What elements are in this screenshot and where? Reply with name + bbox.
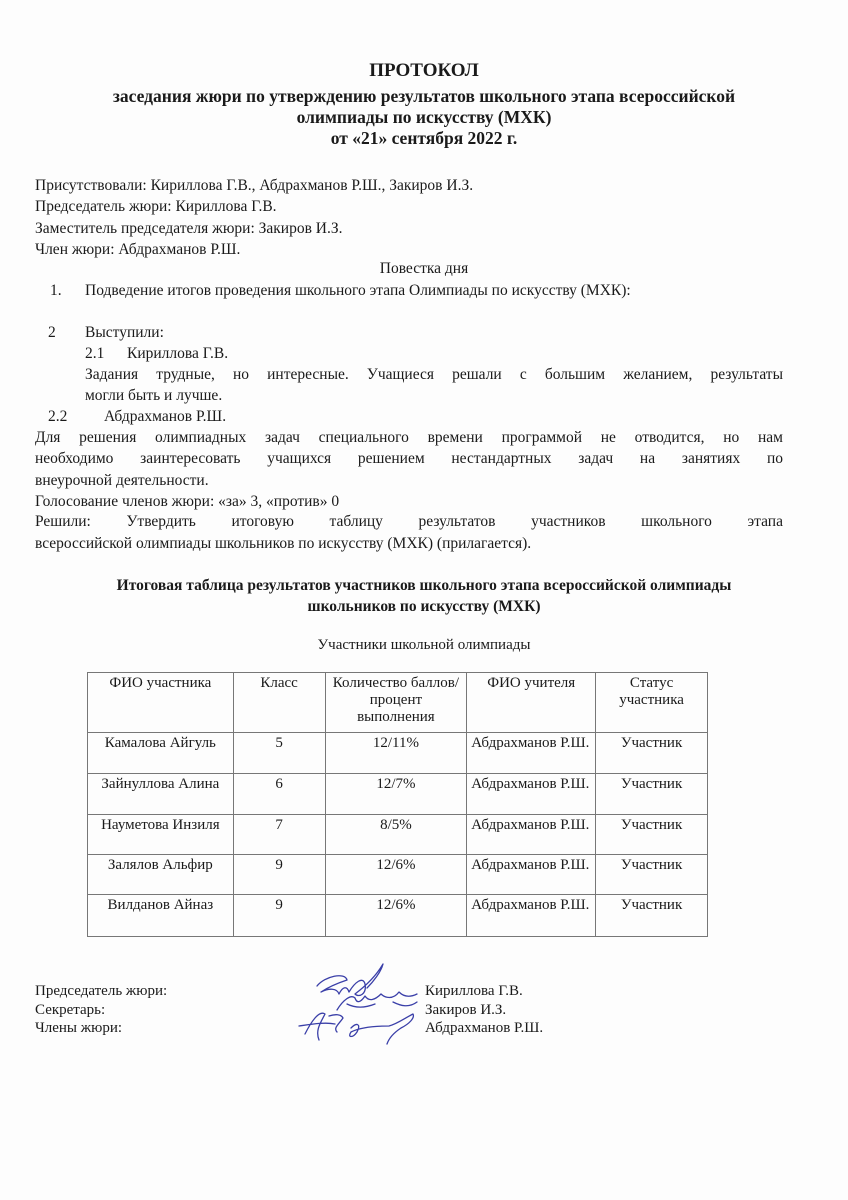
table-row bbox=[88, 815, 708, 855]
table-row bbox=[88, 774, 708, 815]
document-subtitle-line1: заседания жюри по утверждению результатов школьного этапа всероссийской bbox=[112, 86, 736, 106]
cell-status: Участник bbox=[596, 855, 708, 895]
cell-score: 8/5% bbox=[325, 815, 467, 855]
agenda-item2-number: 2 bbox=[48, 324, 56, 341]
header-teacher: ФИО учителя bbox=[467, 673, 596, 733]
speaker1-text-line1: Задания трудные, но интересные. Учащиеся решали с большим желанием, результаты bbox=[85, 366, 783, 383]
speaker1-name: Кириллова Г.В. bbox=[127, 345, 229, 362]
header-status: Статус участника bbox=[596, 673, 708, 733]
cell-grade: 5 bbox=[233, 733, 325, 774]
results-caption: Участники школьной олимпиады bbox=[317, 637, 531, 653]
speaker1-text-line2: могли быть и лучше. bbox=[85, 387, 223, 404]
table-row bbox=[88, 855, 708, 895]
table-header-row bbox=[88, 673, 708, 733]
cell-name: Науметова Инзиля bbox=[88, 815, 234, 855]
results-title-line2: школьников по искусству (МХК) bbox=[307, 598, 541, 615]
signature-chair-stroke bbox=[317, 964, 383, 996]
speaker2-name: Абдрахманов Р.Ш. bbox=[104, 408, 227, 425]
header-grade: Класс bbox=[233, 673, 325, 733]
cell-score: 12/6% bbox=[325, 855, 467, 895]
cell-name: Зайнуллова Алина bbox=[88, 774, 234, 815]
cell-status: Участник bbox=[596, 815, 708, 855]
agenda-heading: Повестка дня bbox=[379, 260, 469, 277]
speaker2-text-line1: Для решения олимпиадных задач специального времени программой не отводится, но нам bbox=[35, 429, 783, 446]
signature-members-name: Абдрахманов Р.Ш. bbox=[425, 1020, 544, 1036]
header-score: Количество баллов/процент выполнения bbox=[325, 673, 467, 733]
signature-members-role: Члены жюри: bbox=[35, 1020, 123, 1036]
agenda-item1-number: 1. bbox=[50, 282, 62, 299]
cell-name: Залялов Альфир bbox=[88, 855, 234, 895]
table-row bbox=[88, 895, 708, 937]
results-table bbox=[87, 672, 708, 937]
cell-name: Камалова Айгуль bbox=[88, 733, 234, 774]
document-subtitle-line2: олимпиады по искусству (МХК) bbox=[296, 107, 552, 127]
cell-grade: 9 bbox=[233, 855, 325, 895]
decision-line1: Решили: Утвердить итоговую таблицу результатов участников школьного этапа bbox=[35, 513, 783, 530]
signature-secretary-role: Секретарь: bbox=[35, 1002, 106, 1018]
document-date: от «21» сентября 2022 г. bbox=[330, 128, 518, 148]
signature-chair-role: Председатель жюри: bbox=[35, 983, 168, 999]
results-title-line1: Итоговая таблица результатов участников школьного этапа всероссийской олимпиады bbox=[116, 577, 732, 594]
vote-result: Голосование членов жюри: «за» 3, «против» 0 bbox=[35, 493, 340, 510]
cell-score: 12/7% bbox=[325, 774, 467, 815]
cell-score: 12/11% bbox=[325, 733, 467, 774]
cell-grade: 7 bbox=[233, 815, 325, 855]
speaker1-number: 2.1 bbox=[85, 345, 105, 362]
cell-status: Участник bbox=[596, 895, 708, 937]
decision-line2: всероссийской олимпиады школьников по искусству (МХК) (прилагается). bbox=[35, 535, 532, 552]
attendees-chair: Председатель жюри: Кириллова Г.В. bbox=[35, 198, 277, 215]
cell-teacher: Абдрахманов Р.Ш. bbox=[467, 774, 596, 815]
attendees-deputy: Заместитель председателя жюри: Закиров И.З. bbox=[35, 220, 343, 237]
cell-teacher: Абдрахманов Р.Ш. bbox=[467, 855, 596, 895]
cell-teacher: Абдрахманов Р.Ш. bbox=[467, 733, 596, 774]
attendees-member: Член жюри: Абдрахманов Р.Ш. bbox=[35, 241, 241, 258]
speaker2-number: 2.2 bbox=[48, 408, 68, 425]
attendees-present: Присутствовали: Кириллова Г.В., Абдрахманов Р.Ш., Закиров И.З. bbox=[35, 177, 474, 194]
cell-status: Участник bbox=[596, 774, 708, 815]
speaker2-text-line2: необходимо заинтересовать учащихся решением нестандартных задач на занятиях по bbox=[35, 450, 783, 467]
cell-teacher: Абдрахманов Р.Ш. bbox=[467, 815, 596, 855]
cell-teacher: Абдрахманов Р.Ш. bbox=[467, 895, 596, 937]
document-title: ПРОТОКОЛ bbox=[369, 60, 479, 81]
handwritten-signatures bbox=[285, 958, 435, 1048]
signature-secretary-stroke bbox=[337, 992, 417, 1010]
agenda-item2-text: Выступили: bbox=[85, 324, 164, 341]
agenda-item1-text: Подведение итогов проведения школьного этапа Олимпиады по искусству (МХК): bbox=[85, 282, 631, 299]
signature-chair-name: Кириллова Г.В. bbox=[425, 983, 523, 999]
speaker2-text-line3: внеурочной деятельности. bbox=[35, 472, 209, 489]
cell-name: Вилданов Айназ bbox=[88, 895, 234, 937]
header-participant-name: ФИО участника bbox=[88, 673, 234, 733]
cell-grade: 9 bbox=[233, 895, 325, 937]
table-row bbox=[88, 733, 708, 774]
signature-members-stroke bbox=[299, 1013, 413, 1044]
cell-status: Участник bbox=[596, 733, 708, 774]
cell-score: 12/6% bbox=[325, 895, 467, 937]
cell-grade: 6 bbox=[233, 774, 325, 815]
signature-secretary-name: Закиров И.З. bbox=[425, 1002, 507, 1018]
